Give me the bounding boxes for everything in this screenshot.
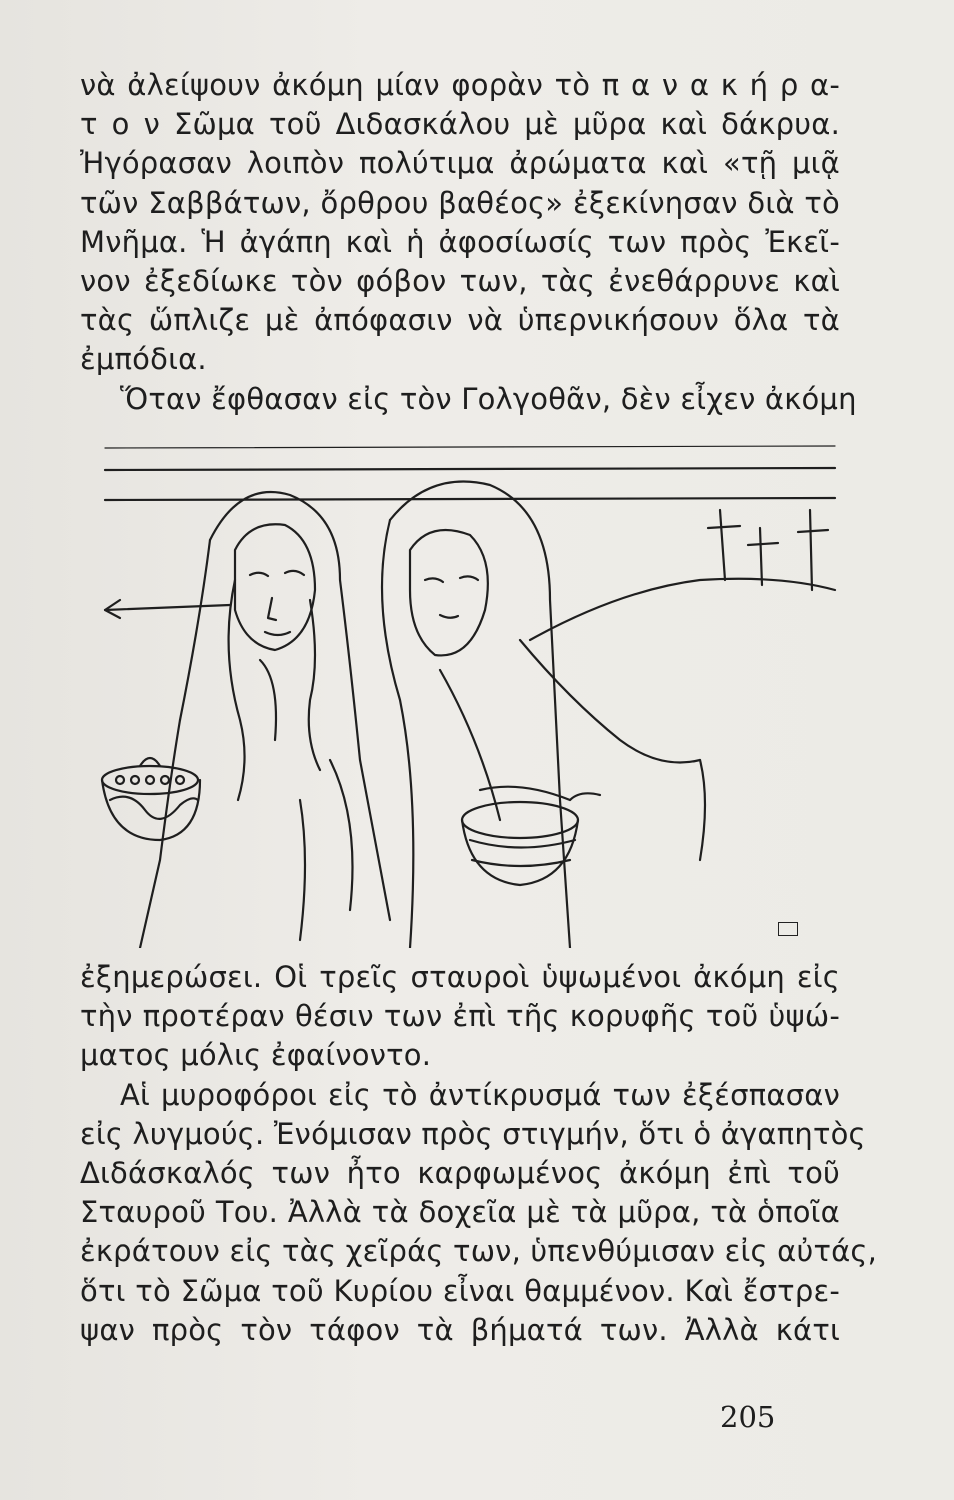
text-line: Μνῆμα. Ἡ ἀγάπη καὶ ἡ ἀφοσίωσίς των πρὸς Ἐκεῖ- [80, 224, 840, 259]
paragraph-start-line: Ὅταν ἔφθασαν εἰς τὸν Γολγοθᾶν, δὲν εἶχεν ἀκόμη [120, 381, 857, 416]
text-line: ἐμπόδια. [80, 342, 207, 377]
text-line: εἰς λυγμούς. Ἐνόμισαν πρὸς στιγμήν, ὅτι ὁ ἀγαπητὸς [80, 1116, 866, 1151]
text-line: ψαν πρὸς τὸν τάφον τὰ βήματά των. Ἀλλὰ κάτι [80, 1312, 840, 1347]
myrrh-bearers-illustration [100, 440, 840, 948]
text-line: νὰ ἀλείψουν ἀκόμη μίαν φορὰν τὸ π α ν α κ ή ρ α- [80, 68, 840, 102]
text-line: τὰς ὥπλιζε μὲ ἀπόφασιν νὰ ὑπερνικήσουν ὅλα τὰ [80, 303, 840, 338]
text-line: ἐκράτουν εἰς τὰς χεῖράς των, ὑπενθύμισαν εἰς αὐτάς, [80, 1234, 878, 1269]
text-line: Ἠγόρασαν λοιπὸν πολύτιμα ἀρώματα καὶ «τῇ μιᾷ [80, 146, 840, 181]
text-line: ὅτι τὸ Σῶμα τοῦ Κυρίου εἶναι θαμμένον. Καὶ ἔστρε- [80, 1273, 840, 1308]
text-line: νον ἐξεδίωκε τὸν φόβον των, τὰς ἐνεθάρρυνε καὶ [80, 264, 840, 299]
text-line: Διδάσκαλός των ἦτο καρφωμένος ἀκόμη ἐπὶ τοῦ [80, 1156, 840, 1191]
text-line: τῶν Σαββάτων, ὄρθρου βαθέος» ἐξεκίνησαν διὰ τὸ [80, 185, 840, 220]
text-line: τὴν προτέραν θέσιν των ἐπὶ τῆς κορυφῆς τοῦ ὑψώ- [80, 999, 840, 1034]
bottom-text-block [80, 958, 878, 1350]
text-line: ἐξημερώσει. Οἱ τρεῖς σταυροὶ ὑψωμένοι ἀκόμη εἰς [80, 960, 840, 994]
text-line: Σταυροῦ Του. Ἀλλὰ τὰ δοχεῖα μὲ τὰ μῦρα, τὰ ὁποῖα [80, 1195, 840, 1230]
top-text-block [80, 66, 857, 419]
artist-monogram [778, 922, 798, 936]
page-number: 205 [720, 1400, 776, 1434]
text-line: ματος μόλις ἐφαίνοντο. [80, 1038, 432, 1073]
paragraph-start-line: Αἱ μυροφόροι εἰς τὸ ἀντίκρυσμά των ἐξέσπασαν [120, 1077, 840, 1112]
text-line: τ ο ν Σῶμα τοῦ Διδασκάλου μὲ μῦρα καὶ δάκρυα. [80, 107, 840, 142]
